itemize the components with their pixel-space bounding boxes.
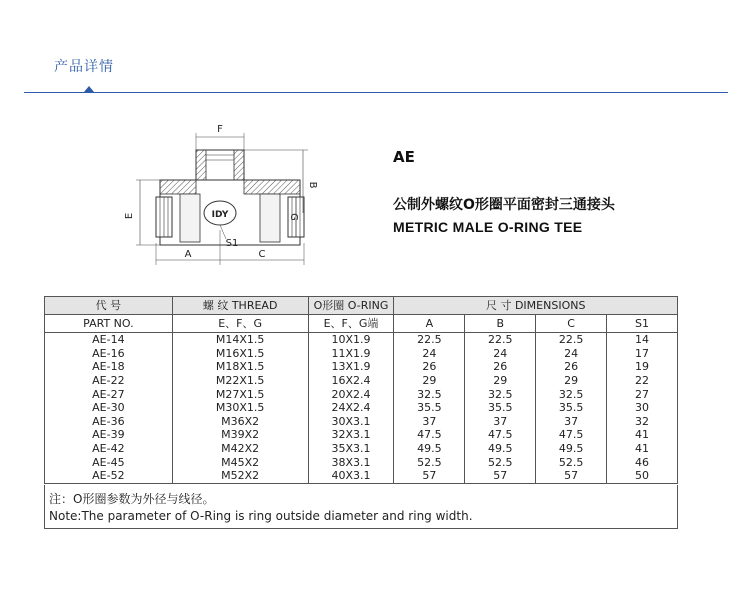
note-box bbox=[44, 485, 678, 529]
oring-cell: 13X1.9 bbox=[308, 360, 394, 374]
part-no-cell: AE-14 bbox=[45, 333, 173, 347]
table-row bbox=[45, 347, 678, 361]
b-cell: 37 bbox=[465, 415, 536, 429]
note-cn: 注：O形圈参数为外径与线径。 bbox=[49, 492, 215, 506]
b-cell: 22.5 bbox=[465, 333, 536, 347]
b-cell: 24 bbox=[465, 347, 536, 361]
table-row bbox=[45, 455, 678, 469]
thread-cell: M30X1.5 bbox=[172, 401, 308, 415]
table-row bbox=[45, 387, 678, 401]
s1-cell: 50 bbox=[607, 469, 678, 483]
a-cell: 32.5 bbox=[394, 387, 465, 401]
spec-table bbox=[44, 296, 678, 484]
s1-cell: 30 bbox=[607, 401, 678, 415]
part-no-cell: AE-30 bbox=[45, 401, 173, 415]
c-cell: 29 bbox=[536, 374, 607, 388]
b-cell: 26 bbox=[465, 360, 536, 374]
c-cell: 57 bbox=[536, 469, 607, 483]
b-cell: 35.5 bbox=[465, 401, 536, 415]
oring-cell: 38X3.1 bbox=[308, 455, 394, 469]
oring-cell: 40X3.1 bbox=[308, 469, 394, 483]
c-cell: 35.5 bbox=[536, 401, 607, 415]
header-code: 代 号 bbox=[45, 297, 173, 315]
thread-cell: M14X1.5 bbox=[172, 333, 308, 347]
header-part-no: PART NO. bbox=[45, 315, 173, 333]
s1-cell: 14 bbox=[607, 333, 678, 347]
hex-flat-left bbox=[180, 194, 200, 242]
c-cell: 37 bbox=[536, 415, 607, 429]
header-dimensions: 尺 寸 DIMENSIONS bbox=[394, 297, 678, 315]
table-row bbox=[45, 442, 678, 456]
dim-e-label: E bbox=[124, 212, 135, 220]
thread-cell: M27X1.5 bbox=[172, 387, 308, 401]
thread-cell: M36X2 bbox=[172, 415, 308, 429]
part-no-cell: AE-45 bbox=[45, 455, 173, 469]
header-c: C bbox=[536, 315, 607, 333]
table-row bbox=[45, 401, 678, 415]
spec-table-body bbox=[45, 333, 678, 484]
header-s1: S1 bbox=[607, 315, 678, 333]
part-no-cell: AE-22 bbox=[45, 374, 173, 388]
s1-cell: 32 bbox=[607, 415, 678, 429]
a-cell: 35.5 bbox=[394, 401, 465, 415]
dim-f-label: F bbox=[217, 124, 223, 135]
b-cell: 29 bbox=[465, 374, 536, 388]
dim-b-label: B bbox=[307, 181, 318, 189]
thread-cell: M22X1.5 bbox=[172, 374, 308, 388]
header-row-2 bbox=[45, 315, 678, 333]
top-port-wall-right bbox=[234, 150, 244, 180]
table-row bbox=[45, 415, 678, 429]
table-row bbox=[45, 360, 678, 374]
part-no-cell: AE-18 bbox=[45, 360, 173, 374]
a-cell: 49.5 bbox=[394, 442, 465, 456]
product-name-en: METRIC MALE O-RING TEE bbox=[393, 219, 583, 235]
dim-c-label: C bbox=[258, 249, 266, 260]
b-cell: 47.5 bbox=[465, 428, 536, 442]
title-divider bbox=[24, 92, 728, 93]
s1-cell: 27 bbox=[607, 387, 678, 401]
product-code: AE bbox=[393, 148, 415, 166]
product-name-cn: 公制外螺纹O形圈平面密封三通接头 bbox=[393, 197, 615, 213]
thread-cell: M45X2 bbox=[172, 455, 308, 469]
header-a: A bbox=[394, 315, 465, 333]
thread-cell: M39X2 bbox=[172, 428, 308, 442]
a-cell: 57 bbox=[394, 469, 465, 483]
s1-cell: 17 bbox=[607, 347, 678, 361]
oring-cell: 35X3.1 bbox=[308, 442, 394, 456]
body-wall-top bbox=[244, 180, 300, 194]
brand-label: IDY bbox=[211, 210, 229, 220]
oring-cell: 32X3.1 bbox=[308, 428, 394, 442]
a-cell: 24 bbox=[394, 347, 465, 361]
thread-cell: M18X1.5 bbox=[172, 360, 308, 374]
part-no-cell: AE-42 bbox=[45, 442, 173, 456]
header-thread: 螺 纹 THREAD bbox=[172, 297, 308, 315]
dim-s1-label: S1 bbox=[225, 238, 239, 249]
c-cell: 26 bbox=[536, 360, 607, 374]
part-no-cell: AE-16 bbox=[45, 347, 173, 361]
top-port-wall-left bbox=[196, 150, 206, 180]
a-cell: 29 bbox=[394, 374, 465, 388]
c-cell: 47.5 bbox=[536, 428, 607, 442]
a-cell: 52.5 bbox=[394, 455, 465, 469]
table-row bbox=[45, 374, 678, 388]
tee-fitting-drawing bbox=[120, 115, 340, 275]
a-cell: 26 bbox=[394, 360, 465, 374]
oring-cell: 10X1.9 bbox=[308, 333, 394, 347]
thread-cell: M16X1.5 bbox=[172, 347, 308, 361]
oring-cell: 20X2.4 bbox=[308, 387, 394, 401]
oring-cell: 11X1.9 bbox=[308, 347, 394, 361]
s1-cell: 41 bbox=[607, 442, 678, 456]
c-cell: 52.5 bbox=[536, 455, 607, 469]
header-oring-efg: E、F、G端 bbox=[308, 315, 394, 333]
section-title: 产品详情 bbox=[54, 59, 114, 75]
a-cell: 37 bbox=[394, 415, 465, 429]
a-cell: 47.5 bbox=[394, 428, 465, 442]
header-oring: O形圈 O-RING bbox=[308, 297, 394, 315]
dim-g-label: G bbox=[288, 213, 299, 221]
dim-a-label: A bbox=[184, 249, 192, 260]
oring-cell: 24X2.4 bbox=[308, 401, 394, 415]
thread-cell: M42X2 bbox=[172, 442, 308, 456]
table-row bbox=[45, 469, 678, 483]
s1-cell: 22 bbox=[607, 374, 678, 388]
part-no-cell: AE-39 bbox=[45, 428, 173, 442]
table-row bbox=[45, 333, 678, 347]
part-no-cell: AE-36 bbox=[45, 415, 173, 429]
b-cell: 57 bbox=[465, 469, 536, 483]
oring-cell: 16X2.4 bbox=[308, 374, 394, 388]
s1-cell: 19 bbox=[607, 360, 678, 374]
body-wall-top bbox=[160, 180, 196, 194]
thread-cell: M52X2 bbox=[172, 469, 308, 483]
c-cell: 22.5 bbox=[536, 333, 607, 347]
title-divider-notch bbox=[84, 86, 94, 92]
header-row-1 bbox=[45, 297, 678, 315]
c-cell: 24 bbox=[536, 347, 607, 361]
note-en: Note:The parameter of O-Ring is ring outside diameter and ring width. bbox=[49, 509, 473, 523]
oring-cell: 30X3.1 bbox=[308, 415, 394, 429]
b-cell: 52.5 bbox=[465, 455, 536, 469]
a-cell: 22.5 bbox=[394, 333, 465, 347]
s1-cell: 41 bbox=[607, 428, 678, 442]
hex-flat-right bbox=[260, 194, 280, 242]
part-no-cell: AE-52 bbox=[45, 469, 173, 483]
b-cell: 49.5 bbox=[465, 442, 536, 456]
header-b: B bbox=[465, 315, 536, 333]
part-no-cell: AE-27 bbox=[45, 387, 173, 401]
c-cell: 49.5 bbox=[536, 442, 607, 456]
table-row bbox=[45, 428, 678, 442]
s1-cell: 46 bbox=[607, 455, 678, 469]
c-cell: 32.5 bbox=[536, 387, 607, 401]
header-thread-efg: E、F、G bbox=[172, 315, 308, 333]
b-cell: 32.5 bbox=[465, 387, 536, 401]
